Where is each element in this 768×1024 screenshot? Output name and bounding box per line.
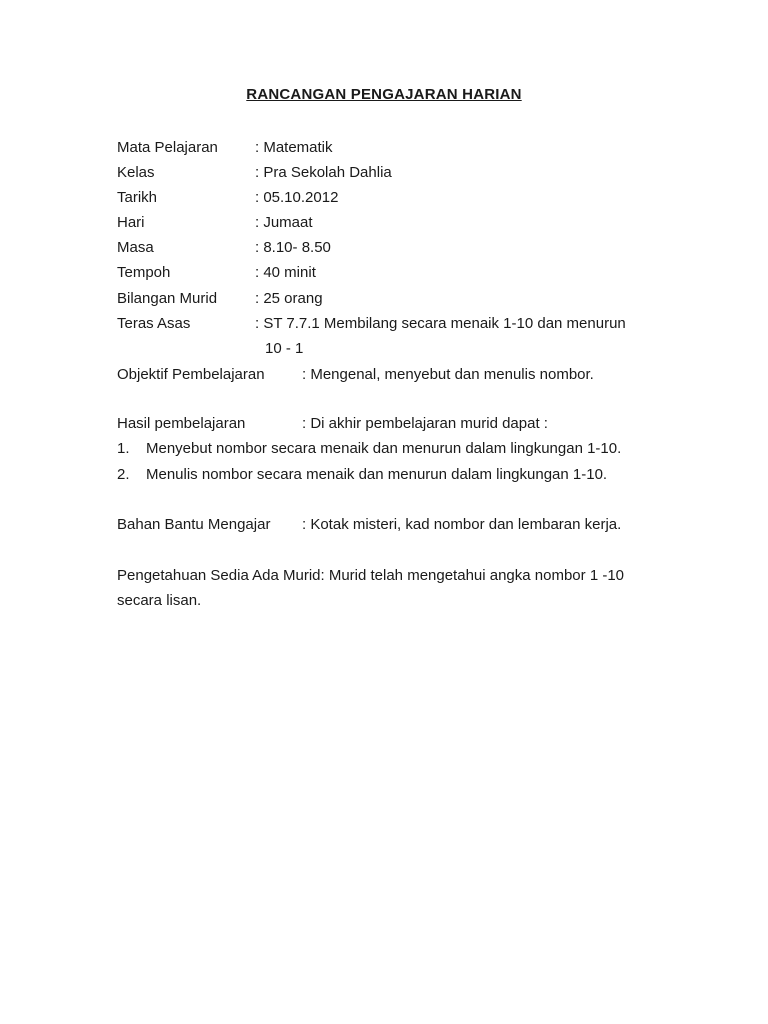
list-item-text: Menulis nombor secara menaik dan menurun dalam lingkungan 1-10. (146, 466, 608, 483)
hasil-label: Hasil pembelajaran (117, 415, 246, 432)
field-value: : Pra Sekolah Dahlia (255, 164, 392, 181)
pengetahuan-line-1: Pengetahuan Sedia Ada Murid: Murid telah mengetahui angka nombor 1 -10 (117, 567, 625, 584)
field-label: Hari (117, 214, 145, 231)
field-value: : Matematik (255, 139, 333, 156)
objektif-value: : Mengenal, menyebut dan menulis nombor. (302, 366, 594, 383)
field-value: : Jumaat (255, 214, 313, 231)
document-title: RANCANGAN PENGAJARAN HARIAN (246, 86, 522, 103)
field-value-continuation: 10 - 1 (265, 340, 304, 357)
bahan-label: Bahan Bantu Mengajar (117, 516, 271, 533)
field-label: Kelas (117, 164, 155, 181)
field-value: : 25 orang (255, 290, 323, 307)
field-label: Tarikh (117, 189, 158, 206)
list-item-number: 2. (117, 466, 130, 483)
hasil-value: : Di akhir pembelajaran murid dapat : (302, 415, 548, 432)
pengetahuan-line-2: secara lisan. (117, 592, 202, 609)
list-item-text: Menyebut nombor secara menaik dan menurun dalam lingkungan 1-10. (146, 440, 622, 457)
field-label: Tempoh (117, 264, 171, 281)
field-value: : ST 7.7.1 Membilang secara menaik 1-10 dan menurun (255, 315, 626, 332)
field-label: Masa (117, 239, 154, 256)
field-value: : 8.10- 8.50 (255, 239, 331, 256)
field-value: : 40 minit (255, 264, 316, 281)
objektif-label: Objektif Pembelajaran (117, 366, 265, 383)
field-label: Bilangan Murid (117, 290, 218, 307)
list-item-number: 1. (117, 440, 130, 457)
field-value: : 05.10.2012 (255, 189, 339, 206)
bahan-value: : Kotak misteri, kad nombor dan lembaran kerja. (302, 516, 622, 533)
field-label: Mata Pelajaran (117, 139, 218, 156)
field-label: Teras Asas (117, 315, 191, 332)
